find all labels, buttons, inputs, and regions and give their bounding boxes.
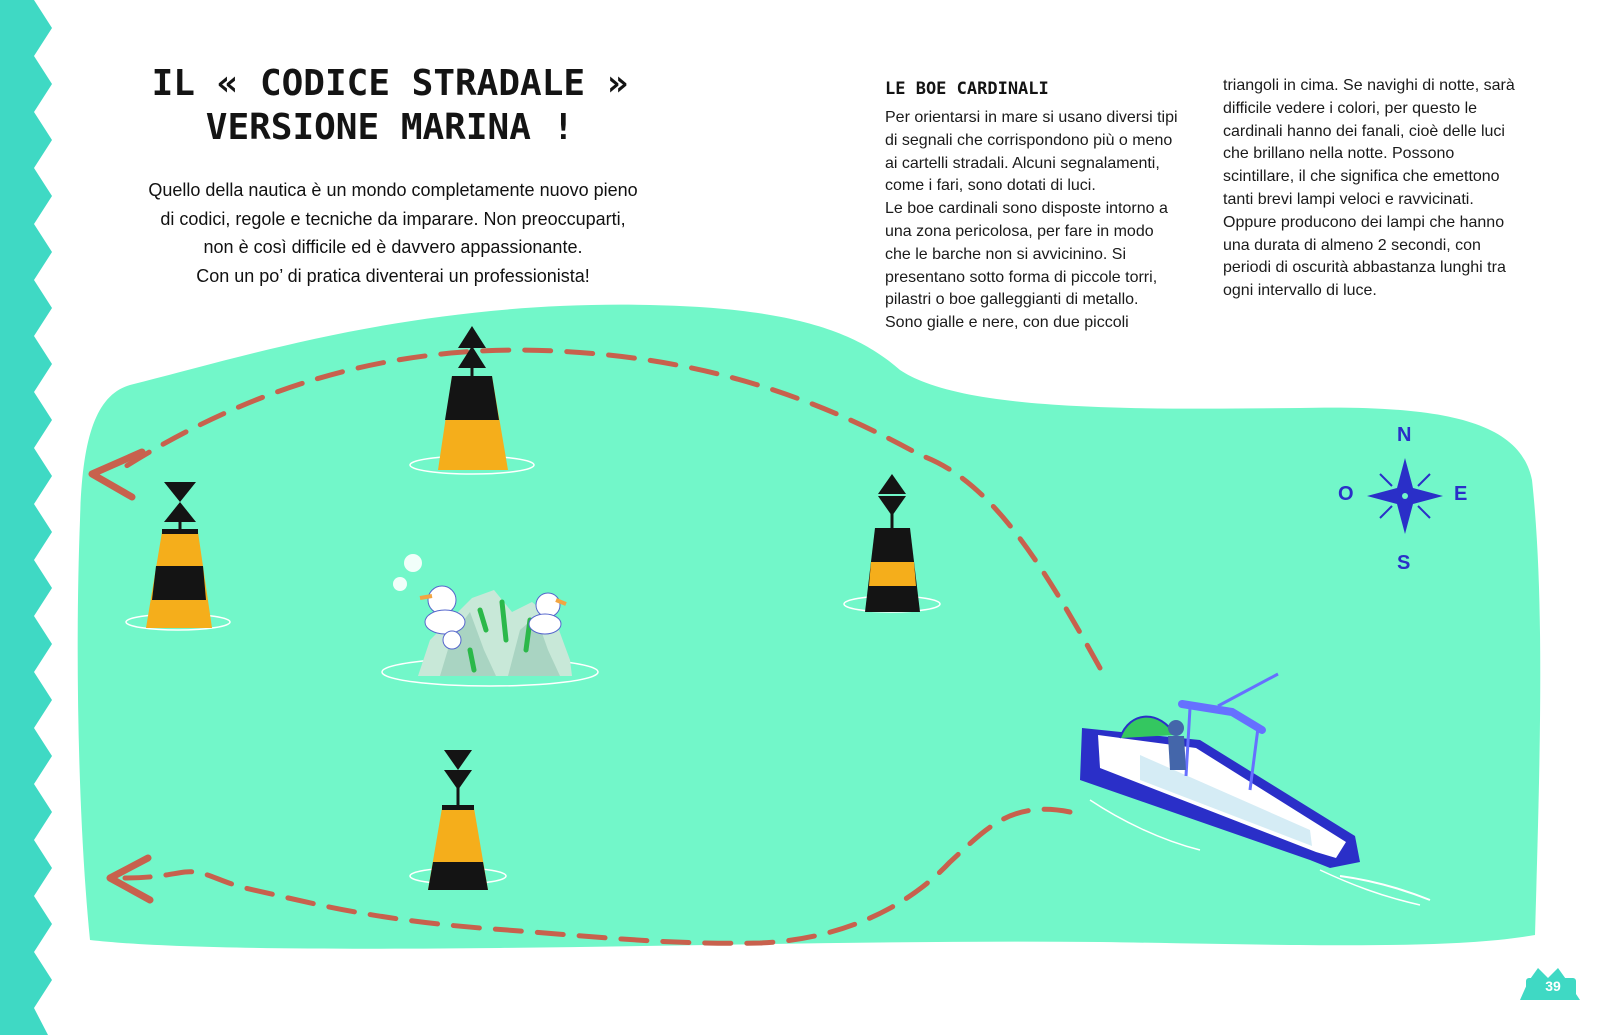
body-column-2 xyxy=(1223,75,1553,303)
body-line: tanti brevi lampi veloci e ravvicinati. xyxy=(1223,190,1474,208)
section-title: LE BOE CARDINALI xyxy=(885,79,1049,99)
body-line: Le boe cardinali sono disposte intorno a xyxy=(885,200,1168,218)
page-title xyxy=(120,62,660,150)
body-line: Sono gialle e nere, con due piccoli xyxy=(885,314,1129,332)
body-line: Per orientarsi in mare si usano diversi tipi xyxy=(885,109,1178,126)
intro-line: Quello della nautica è un mondo completamente nuovo pieno xyxy=(148,180,638,200)
body-line: scintillare, il che significa che emettono xyxy=(1223,168,1500,186)
intro-line: Con un po’ di pratica diventerai un professionista! xyxy=(196,265,590,286)
body-line: cardinali hanno dei fanali, cioè delle luci xyxy=(1223,122,1505,140)
compass-west-label: O xyxy=(1338,483,1354,505)
zigzag-border xyxy=(0,0,52,1035)
compass-east-label: E xyxy=(1454,483,1468,505)
body-line: una zona pericolosa, per fare in modo xyxy=(885,222,1154,240)
compass-north-label: N xyxy=(1397,424,1412,446)
intro-line: di codici, regole e tecniche da imparare. Non preoccuparti, xyxy=(160,208,626,229)
body-line: ai cartelli stradali. Alcuni segnalamenti, xyxy=(885,154,1160,172)
body-line: triangoli in cima. Se navighi di notte, sarà xyxy=(1223,77,1515,94)
page-number: 39 xyxy=(1545,978,1561,994)
body-line: periodi di oscurità abbastanza lunghi tra xyxy=(1223,259,1506,277)
compass-south-label: S xyxy=(1397,552,1411,574)
body-line: difficile vedere i colori, per questo le xyxy=(1223,99,1478,117)
body-line: presentano sotto forma di piccole torri, xyxy=(885,268,1158,286)
body-line: di segnali che corrispondono più o meno xyxy=(885,131,1173,149)
body-line: come i fari, sono dotati di luci. xyxy=(885,177,1096,195)
body-column-1 xyxy=(885,107,1205,335)
intro-line: non è così difficile ed è davvero appassionante. xyxy=(203,237,583,257)
body-line: che le barche non si avvicinino. Si xyxy=(885,245,1127,263)
title-line-1: IL « CODICE STRADALE » xyxy=(151,63,629,104)
body-line: che brillano nella notte. Possono xyxy=(1223,145,1455,163)
body-line: ogni intervallo di luce. xyxy=(1223,282,1377,300)
body-line: Oppure producono dei lampi che hanno xyxy=(1223,213,1505,231)
body-line: pilastri o boe galleggianti di metallo. xyxy=(885,291,1139,309)
body-line: una durata di almeno 2 secondi, con xyxy=(1223,236,1481,254)
title-line-2: VERSIONE MARINA ! xyxy=(205,107,575,148)
intro-paragraph xyxy=(98,176,688,290)
